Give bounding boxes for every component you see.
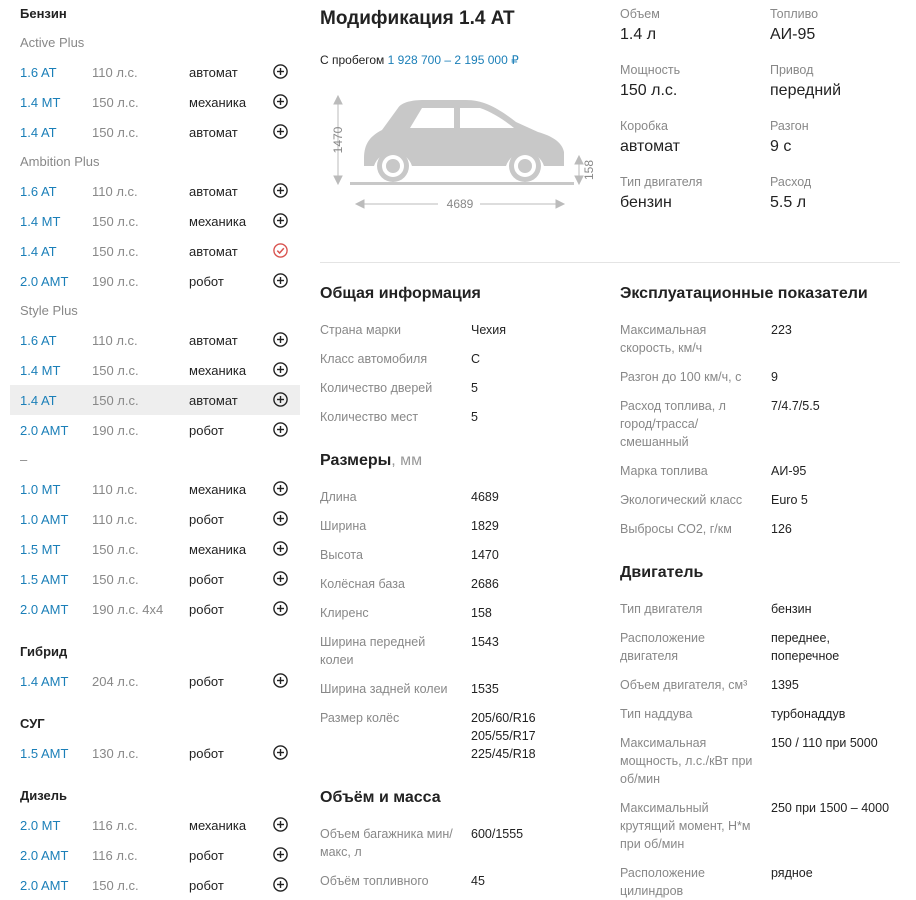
horsepower: 150 л.с.	[92, 124, 139, 140]
section-unit: , мм	[391, 452, 423, 469]
horsepower: 116 л.с.	[92, 847, 138, 863]
spec-value: 9	[771, 370, 778, 384]
section-title-text: Эксплуатационные показатели	[620, 285, 868, 302]
sizes-section-title	[320, 452, 422, 470]
compare-add-icon[interactable]	[273, 877, 288, 892]
quick-spec-label: Топливо	[770, 7, 819, 21]
horsepower: 150 л.с.	[92, 213, 139, 229]
spec-value: 1829	[471, 519, 499, 533]
spec-value: 2686	[471, 577, 499, 591]
horsepower: 150 л.с.	[92, 541, 139, 557]
modification-link[interactable]: 2.0 AMT	[20, 847, 69, 863]
horsepower: 204 л.с.	[92, 673, 139, 689]
spec-value: 600/1555	[471, 827, 524, 841]
compare-add-icon[interactable]	[273, 481, 288, 496]
transmission: робот	[189, 745, 224, 761]
transmission: робот	[189, 673, 224, 689]
trim-group-heading: Ambition Plus	[20, 154, 100, 169]
section-title-text: Размеры	[320, 452, 392, 469]
quick-spec-label: Расход	[770, 175, 812, 189]
modification-row[interactable]	[10, 564, 300, 594]
spec-value: 205/60/R16 205/55/R17 225/45/R18	[471, 711, 536, 761]
quick-spec-value: бензин	[620, 194, 672, 211]
height-label: 1470	[331, 126, 345, 154]
transmission: автомат	[189, 332, 238, 348]
transmission: автомат	[189, 183, 238, 199]
quick-spec-label: Объем	[620, 7, 660, 21]
modification-row[interactable]	[10, 236, 300, 266]
trim-group-heading: Style Plus	[20, 303, 78, 318]
compare-add-icon[interactable]	[273, 392, 288, 407]
clearance-label: 158	[582, 159, 596, 181]
spec-label: Размер колёс	[320, 711, 400, 725]
horsepower: 150 л.с.	[92, 571, 139, 587]
transmission: робот	[189, 847, 224, 863]
spec-label: Страна марки	[320, 323, 401, 337]
quick-spec-item	[770, 7, 910, 44]
transmission: механика	[189, 362, 247, 378]
horsepower: 190 л.с.	[92, 273, 139, 289]
transmission: автомат	[189, 392, 238, 408]
transmission: робот	[189, 877, 224, 893]
compare-add-icon[interactable]	[273, 745, 288, 760]
transmission: робот	[189, 601, 224, 617]
fuel-group-heading: Дизель	[20, 788, 68, 803]
modification-link[interactable]: 1.0 MT	[20, 481, 61, 497]
compare-checked-icon[interactable]	[273, 243, 288, 258]
quick-spec-item	[620, 119, 760, 156]
spec-label: Количество дверей	[320, 381, 433, 395]
spec-value: 158	[471, 606, 492, 620]
spec-value: 250 при 1500 – 4000	[771, 801, 890, 815]
modification-row[interactable]	[10, 870, 300, 900]
modification-link[interactable]: 2.0 AMT	[20, 601, 69, 617]
spec-value: 1470	[471, 548, 499, 562]
fuel-group-heading: Бензин	[20, 6, 67, 21]
spec-label: Класс автомобиля	[320, 352, 428, 366]
spec-value: 150 / 110 при 5000	[771, 736, 878, 750]
compare-add-icon[interactable]	[273, 511, 288, 526]
spec-label: Длина	[320, 490, 357, 504]
modification-link[interactable]: 2.0 AMT	[20, 273, 69, 289]
modification-row[interactable]	[10, 57, 300, 87]
spec-label: Экологический класс	[620, 493, 743, 507]
quick-spec-value: 9 с	[770, 138, 792, 155]
price-range-link[interactable]: 1 928 700 – 2 195 000 ₽	[387, 53, 519, 67]
transmission: робот	[189, 273, 224, 289]
quick-spec-item	[620, 7, 760, 44]
modification-row[interactable]	[10, 266, 300, 296]
modification-link[interactable]: 1.0 AMT	[20, 511, 69, 527]
modification-row[interactable]	[10, 840, 300, 870]
modification-link[interactable]: 1.4 AT	[20, 392, 57, 408]
horsepower: 110 л.с.	[92, 332, 138, 348]
modification-row[interactable]	[10, 415, 300, 445]
price-label: С пробегом	[320, 53, 385, 67]
spec-label: Клиренс	[320, 606, 369, 620]
modification-link[interactable]: 1.4 AT	[20, 124, 57, 140]
spec-value: Чехия	[471, 323, 507, 337]
transmission: робот	[189, 511, 224, 527]
spec-value: 1535	[471, 682, 499, 696]
compare-add-icon[interactable]	[273, 817, 288, 832]
modification-link[interactable]: 1.4 AT	[20, 243, 57, 259]
modification-row[interactable]	[10, 594, 300, 624]
horsepower: 110 л.с.	[92, 481, 138, 497]
transmission: механика	[189, 481, 247, 497]
modification-link[interactable]: 2.0 AMT	[20, 422, 69, 438]
spec-value: Euro 5	[771, 493, 808, 507]
spec-label: Объем двигателя, см³	[620, 678, 748, 692]
transmission: автомат	[189, 243, 238, 259]
spec-value: переднее, поперечное	[771, 631, 840, 663]
modification-row[interactable]	[10, 325, 300, 355]
spec-label: Марка топлива	[620, 464, 708, 478]
compare-add-icon[interactable]	[273, 332, 288, 347]
spec-value: 1395	[771, 678, 799, 692]
modification-link[interactable]: 1.4 MT	[20, 94, 61, 110]
spec-label: Объем багажника мин/макс, л	[320, 827, 453, 859]
section-title-text: Объём и масса	[320, 789, 441, 806]
quick-spec-label: Разгон	[770, 119, 809, 133]
quick-spec-value: 150 л.с.	[620, 82, 678, 99]
spec-value: 1543	[471, 635, 499, 649]
horsepower: 150 л.с.	[92, 243, 139, 259]
horsepower: 130 л.с.	[92, 745, 139, 761]
transmission: механика	[189, 213, 247, 229]
fuel-group-heading: Гибрид	[20, 644, 68, 659]
spec-value: 223	[771, 323, 792, 337]
transmission: механика	[189, 817, 247, 833]
modification-row[interactable]	[10, 474, 300, 504]
spec-label: Максимальная скорость, км/ч	[620, 323, 707, 355]
spec-label: Разгон до 100 км/ч, с	[620, 370, 742, 384]
transmission: робот	[189, 422, 224, 438]
modification-link[interactable]: 2.0 MT	[20, 817, 61, 833]
compare-add-icon[interactable]	[273, 673, 288, 688]
modification-row[interactable]	[10, 504, 300, 534]
spec-label: Колёсная база	[320, 577, 405, 591]
transmission: автомат	[189, 64, 238, 80]
quick-spec-item	[620, 175, 760, 212]
section-title-text: Общая информация	[320, 285, 481, 302]
horsepower: 190 л.с. 4x4	[92, 601, 164, 617]
general-section-title	[320, 285, 481, 303]
modification-row[interactable]	[10, 206, 300, 236]
car-dimensions-diagram	[320, 86, 610, 216]
trim-group-heading: –	[20, 452, 28, 467]
spec-value: 5	[471, 410, 478, 424]
horsepower: 190 л.с.	[92, 422, 139, 438]
quick-spec-item	[770, 175, 910, 212]
modification-link[interactable]: 1.5 AMT	[20, 571, 69, 587]
spec-value: АИ-95	[771, 464, 807, 478]
spec-label: Тип наддува	[620, 707, 693, 721]
spec-label: Расположение двигателя	[620, 631, 705, 663]
performance-section-title	[620, 285, 868, 303]
spec-label: Ширина передней колеи	[320, 635, 426, 667]
horsepower: 110 л.с.	[92, 64, 138, 80]
section-divider	[320, 262, 900, 263]
length-label: 4689	[446, 197, 474, 211]
spec-label: Расход топлива, л город/трасса/смешанный	[620, 399, 726, 449]
quick-spec-item	[770, 119, 910, 156]
modification-row[interactable]	[10, 666, 300, 696]
compare-add-icon[interactable]	[273, 183, 288, 198]
fuel-group-heading: СУГ	[20, 716, 45, 731]
modification-row[interactable]	[10, 738, 300, 768]
modification-row[interactable]	[10, 87, 300, 117]
horsepower: 150 л.с.	[92, 362, 139, 378]
modification-link[interactable]: 1.4 MT	[20, 213, 61, 229]
quick-spec-value: 1.4 л	[620, 26, 657, 43]
horsepower: 116 л.с.	[92, 817, 138, 833]
horsepower: 110 л.с.	[92, 511, 138, 527]
compare-add-icon[interactable]	[273, 94, 288, 109]
modification-link[interactable]: 2.0 AMT	[20, 877, 69, 893]
engine-section-title	[620, 564, 703, 582]
quick-spec-value: АИ-95	[770, 26, 816, 43]
quick-spec-label: Привод	[770, 63, 814, 77]
compare-add-icon[interactable]	[273, 64, 288, 79]
volume-section-title	[320, 789, 441, 807]
spec-label: Ширина	[320, 519, 367, 533]
compare-add-icon[interactable]	[273, 847, 288, 862]
compare-add-icon[interactable]	[273, 571, 288, 586]
spec-label: Максимальный крутящий момент, Н*м при об/мин	[620, 801, 751, 851]
compare-add-icon[interactable]	[273, 541, 288, 556]
quick-spec-value: передний	[770, 82, 842, 99]
page-title: Модификация 1.4 AT	[320, 8, 515, 29]
modification-link[interactable]: 1.5 MT	[20, 541, 61, 557]
modification-row[interactable]	[10, 810, 300, 840]
compare-add-icon[interactable]	[273, 601, 288, 616]
quick-spec-value: 5.5 л	[770, 194, 807, 211]
spec-value: 4689	[471, 490, 499, 504]
modification-link[interactable]: 1.6 AT	[20, 183, 57, 199]
spec-value: рядное	[771, 866, 813, 880]
transmission: робот	[189, 571, 224, 587]
spec-value: 7/4.7/5.5	[771, 399, 820, 413]
compare-add-icon[interactable]	[273, 273, 288, 288]
spec-label: Объём топливного	[320, 874, 429, 888]
modification-row[interactable]	[10, 385, 300, 415]
trim-group-heading: Active Plus	[20, 35, 85, 50]
modification-link[interactable]: 1.4 AMT	[20, 673, 69, 689]
quick-spec-label: Коробка	[620, 119, 668, 133]
quick-spec-item	[770, 63, 910, 100]
quick-spec-item	[620, 63, 760, 100]
spec-value: 126	[771, 522, 792, 536]
horsepower: 110 л.с.	[92, 183, 138, 199]
spec-label: Высота	[320, 548, 363, 562]
modification-link[interactable]: 1.4 MT	[20, 362, 61, 378]
quick-spec-label: Мощность	[620, 63, 681, 77]
compare-add-icon[interactable]	[273, 124, 288, 139]
spec-label: Максимальная мощность, л.с./кВт при об/мин	[620, 736, 753, 786]
spec-label: Количество мест	[320, 410, 419, 424]
section-title-text: Двигатель	[620, 564, 704, 581]
spec-value: бензин	[771, 602, 812, 616]
spec-value: 5	[471, 381, 478, 395]
spec-value: C	[471, 352, 481, 366]
spec-label: Ширина задней колеи	[320, 682, 448, 696]
spec-value: турбонаддув	[771, 707, 846, 721]
spec-label: Тип двигателя	[620, 602, 703, 616]
quick-spec-label: Тип двигателя	[620, 175, 703, 189]
modification-row[interactable]	[10, 117, 300, 147]
spec-label: Выбросы CO2, г/км	[620, 522, 732, 536]
price-line	[320, 53, 519, 67]
modification-link[interactable]: 1.6 AT	[20, 64, 57, 80]
modification-row[interactable]	[10, 176, 300, 206]
modification-row[interactable]	[10, 534, 300, 564]
spec-label: Расположение цилиндров	[620, 866, 705, 898]
quick-spec-value: автомат	[620, 138, 680, 155]
horsepower: 150 л.с.	[92, 94, 139, 110]
compare-add-icon[interactable]	[273, 362, 288, 377]
modification-row[interactable]	[10, 355, 300, 385]
compare-add-icon[interactable]	[273, 422, 288, 437]
transmission: механика	[189, 541, 247, 557]
spec-value: 45	[471, 874, 485, 888]
modification-list	[10, 0, 300, 900]
transmission: автомат	[189, 124, 238, 140]
transmission: механика	[189, 94, 247, 110]
horsepower: 150 л.с.	[92, 877, 139, 893]
horsepower: 150 л.с.	[92, 392, 139, 408]
modification-link[interactable]: 1.6 AT	[20, 332, 57, 348]
modification-link[interactable]: 1.5 AMT	[20, 745, 69, 761]
compare-add-icon[interactable]	[273, 213, 288, 228]
